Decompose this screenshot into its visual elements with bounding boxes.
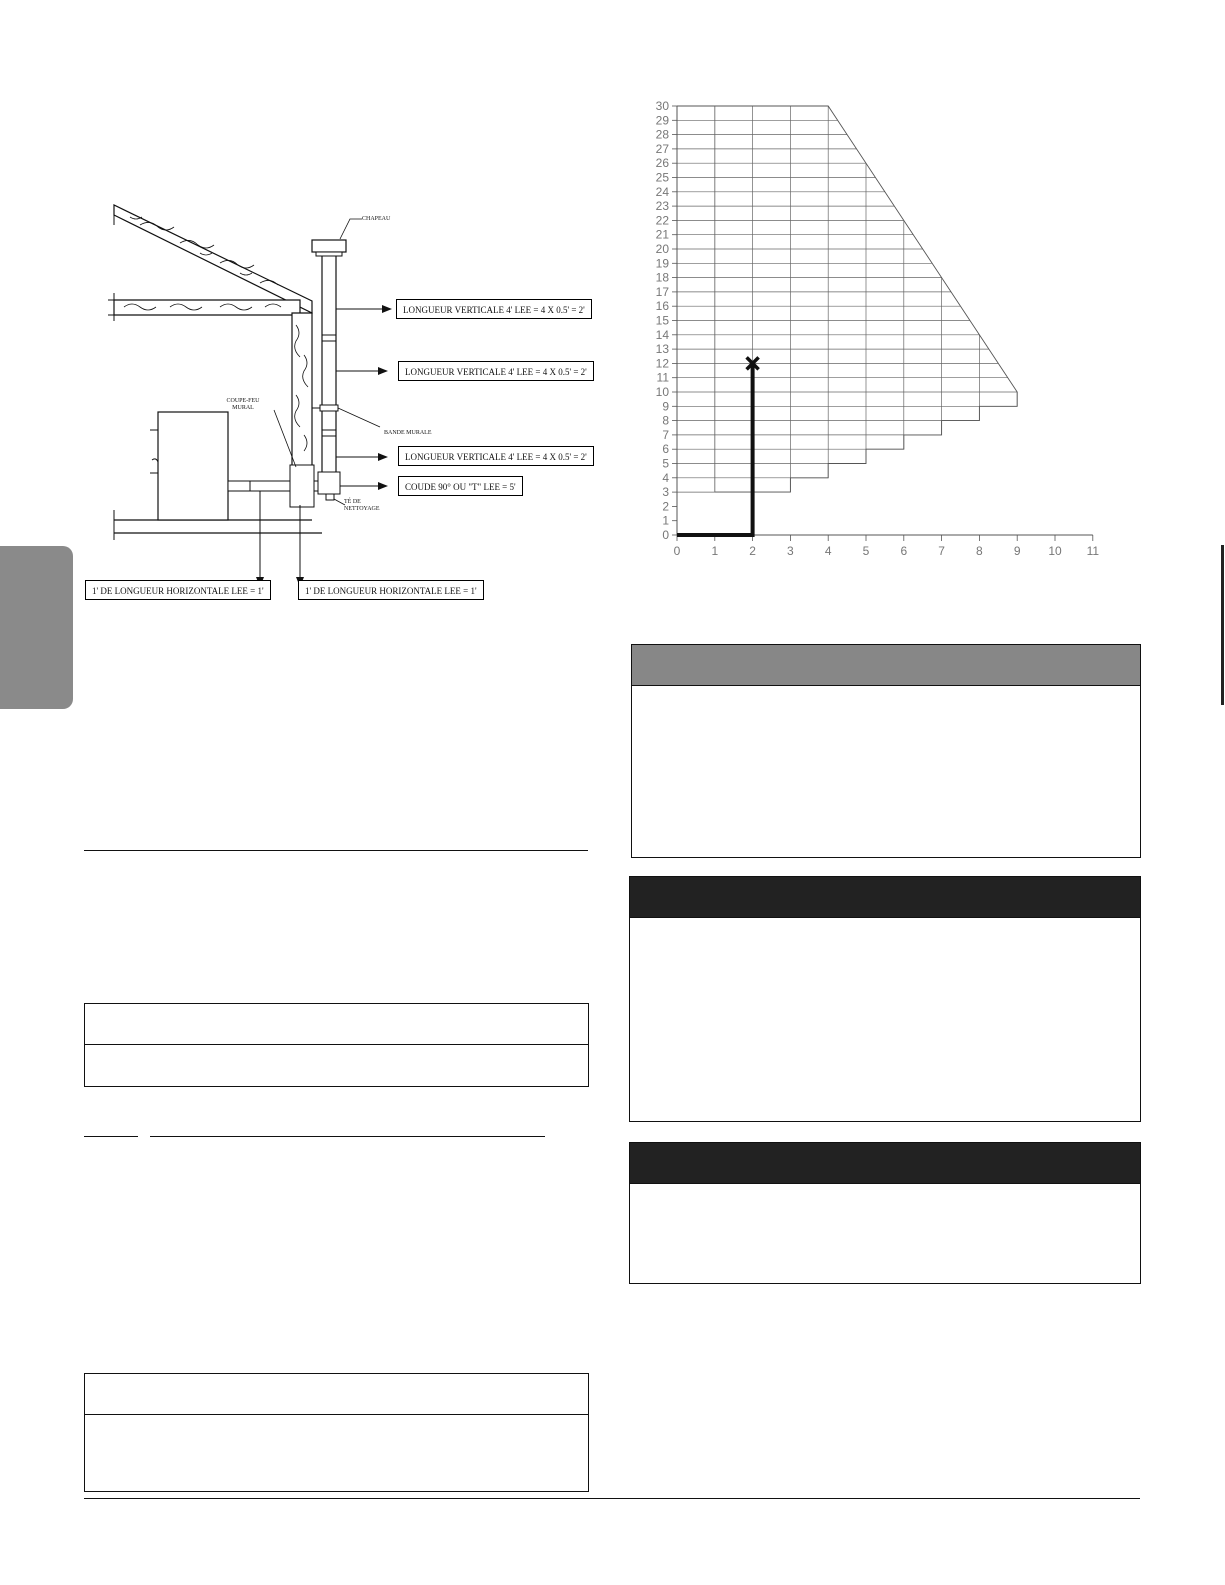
y-tick-label-12: 12 [655,356,669,371]
x-tick-label-3: 3 [787,544,794,558]
venting-diagram [100,205,600,605]
y-tick-label-26: 26 [655,156,669,171]
y-tick-label-20: 20 [655,242,669,256]
horizontal-length-callout-right: 1' DE LONGUEUR HORIZONTALE LEE = 1' [298,580,484,600]
y-tick-label-2: 2 [662,499,669,514]
y-tick-label-15: 15 [655,313,669,328]
elbow-callout: COUDE 90° OU "T" LEE = 5' [398,476,523,496]
x-tick-label-10: 10 [1048,544,1062,558]
heading-underline-long [150,1136,545,1137]
y-tick-label-6: 6 [662,442,669,457]
y-tick-label-28: 28 [655,127,669,142]
y-tick-label-14: 14 [655,327,669,342]
warning-box-1-header [630,877,1140,918]
x-tick-label-11: 11 [1086,544,1100,558]
x-tick-label-1: 1 [711,544,719,558]
y-tick-label-10: 10 [655,385,669,399]
y-tick-label-3: 3 [662,485,669,500]
y-tick-label-7: 7 [662,427,669,442]
venting-chart [625,90,1100,565]
y-tick-label-24: 24 [655,184,669,199]
y-tick-label-30: 30 [655,99,669,113]
x-tick-label-6: 6 [900,544,908,558]
cap-label: CHAPEAU [362,216,391,222]
note-box-left-2-header [85,1374,588,1415]
venting-diagram-drawing [100,205,600,605]
y-tick-label-18: 18 [655,270,669,285]
cleanout-label-line2: NETTOYAGE [344,506,380,512]
y-tick-label-21: 21 [655,227,669,242]
notice-box-header [632,645,1140,686]
vertical-length-callout-2: LONGUEUR VERTICALE 4' LEE = 4 X 0.5' = 2' [398,361,594,381]
wall-band-label: BANDE MURALE [384,430,432,436]
footer-rule [84,1498,1140,1499]
y-tick-label-11: 11 [656,370,669,385]
x-tick-label-7: 7 [938,544,945,558]
y-tick-label-16: 16 [655,299,669,314]
x-tick-label-9: 9 [1013,544,1021,558]
note-box-left-1 [84,1003,589,1087]
vertical-length-callout-1: LONGUEUR VERTICALE 4' LEE = 4 X 0.5' = 2' [396,299,592,319]
x-tick-label-0: 0 [673,544,681,558]
y-tick-label-22: 22 [655,213,669,228]
note-box-left-2 [84,1373,589,1492]
x-tick-label-2: 2 [749,544,756,558]
y-tick-label-23: 23 [655,199,669,214]
section-divider [84,850,588,851]
x-tick-label-5: 5 [862,544,870,558]
y-tick-label-1: 1 [662,513,669,528]
warning-box-1 [629,876,1141,1122]
venting-chart-svg [625,90,1100,565]
note-box-left-1-header [85,1004,588,1045]
warning-box-2-header [630,1143,1140,1184]
y-tick-label-4: 4 [662,470,669,485]
y-tick-label-13: 13 [655,342,669,357]
y-tick-label-8: 8 [662,413,669,428]
firestop-label-line2: MURAL [232,405,254,411]
section-tab [0,546,73,709]
y-tick-label-29: 29 [655,113,669,128]
y-tick-label-17: 17 [655,284,669,299]
y-tick-label-25: 25 [655,170,669,185]
warning-box-2 [629,1142,1141,1284]
y-tick-label-9: 9 [662,399,669,414]
grid-envelope [677,106,1017,492]
cleanout-label-line1: TÉ DE [344,499,361,505]
notice-box [631,644,1141,858]
x-tick-label-4: 4 [824,544,832,558]
y-tick-label-27: 27 [655,141,669,156]
heading-underline-short [84,1136,138,1137]
y-tick-label-19: 19 [655,256,669,271]
x-tick-label-8: 8 [976,544,983,558]
firestop-label-line1: COUPE-FEU [226,398,260,404]
horizontal-length-callout-left: 1' DE LONGUEUR HORIZONTALE LEE = 1' [85,580,271,600]
y-tick-label-0: 0 [662,528,669,542]
page-edge-mark [1221,545,1224,705]
y-tick-label-5: 5 [662,456,669,471]
vertical-length-callout-3: LONGUEUR VERTICALE 4' LEE = 4 X 0.5' = 2' [398,446,594,466]
